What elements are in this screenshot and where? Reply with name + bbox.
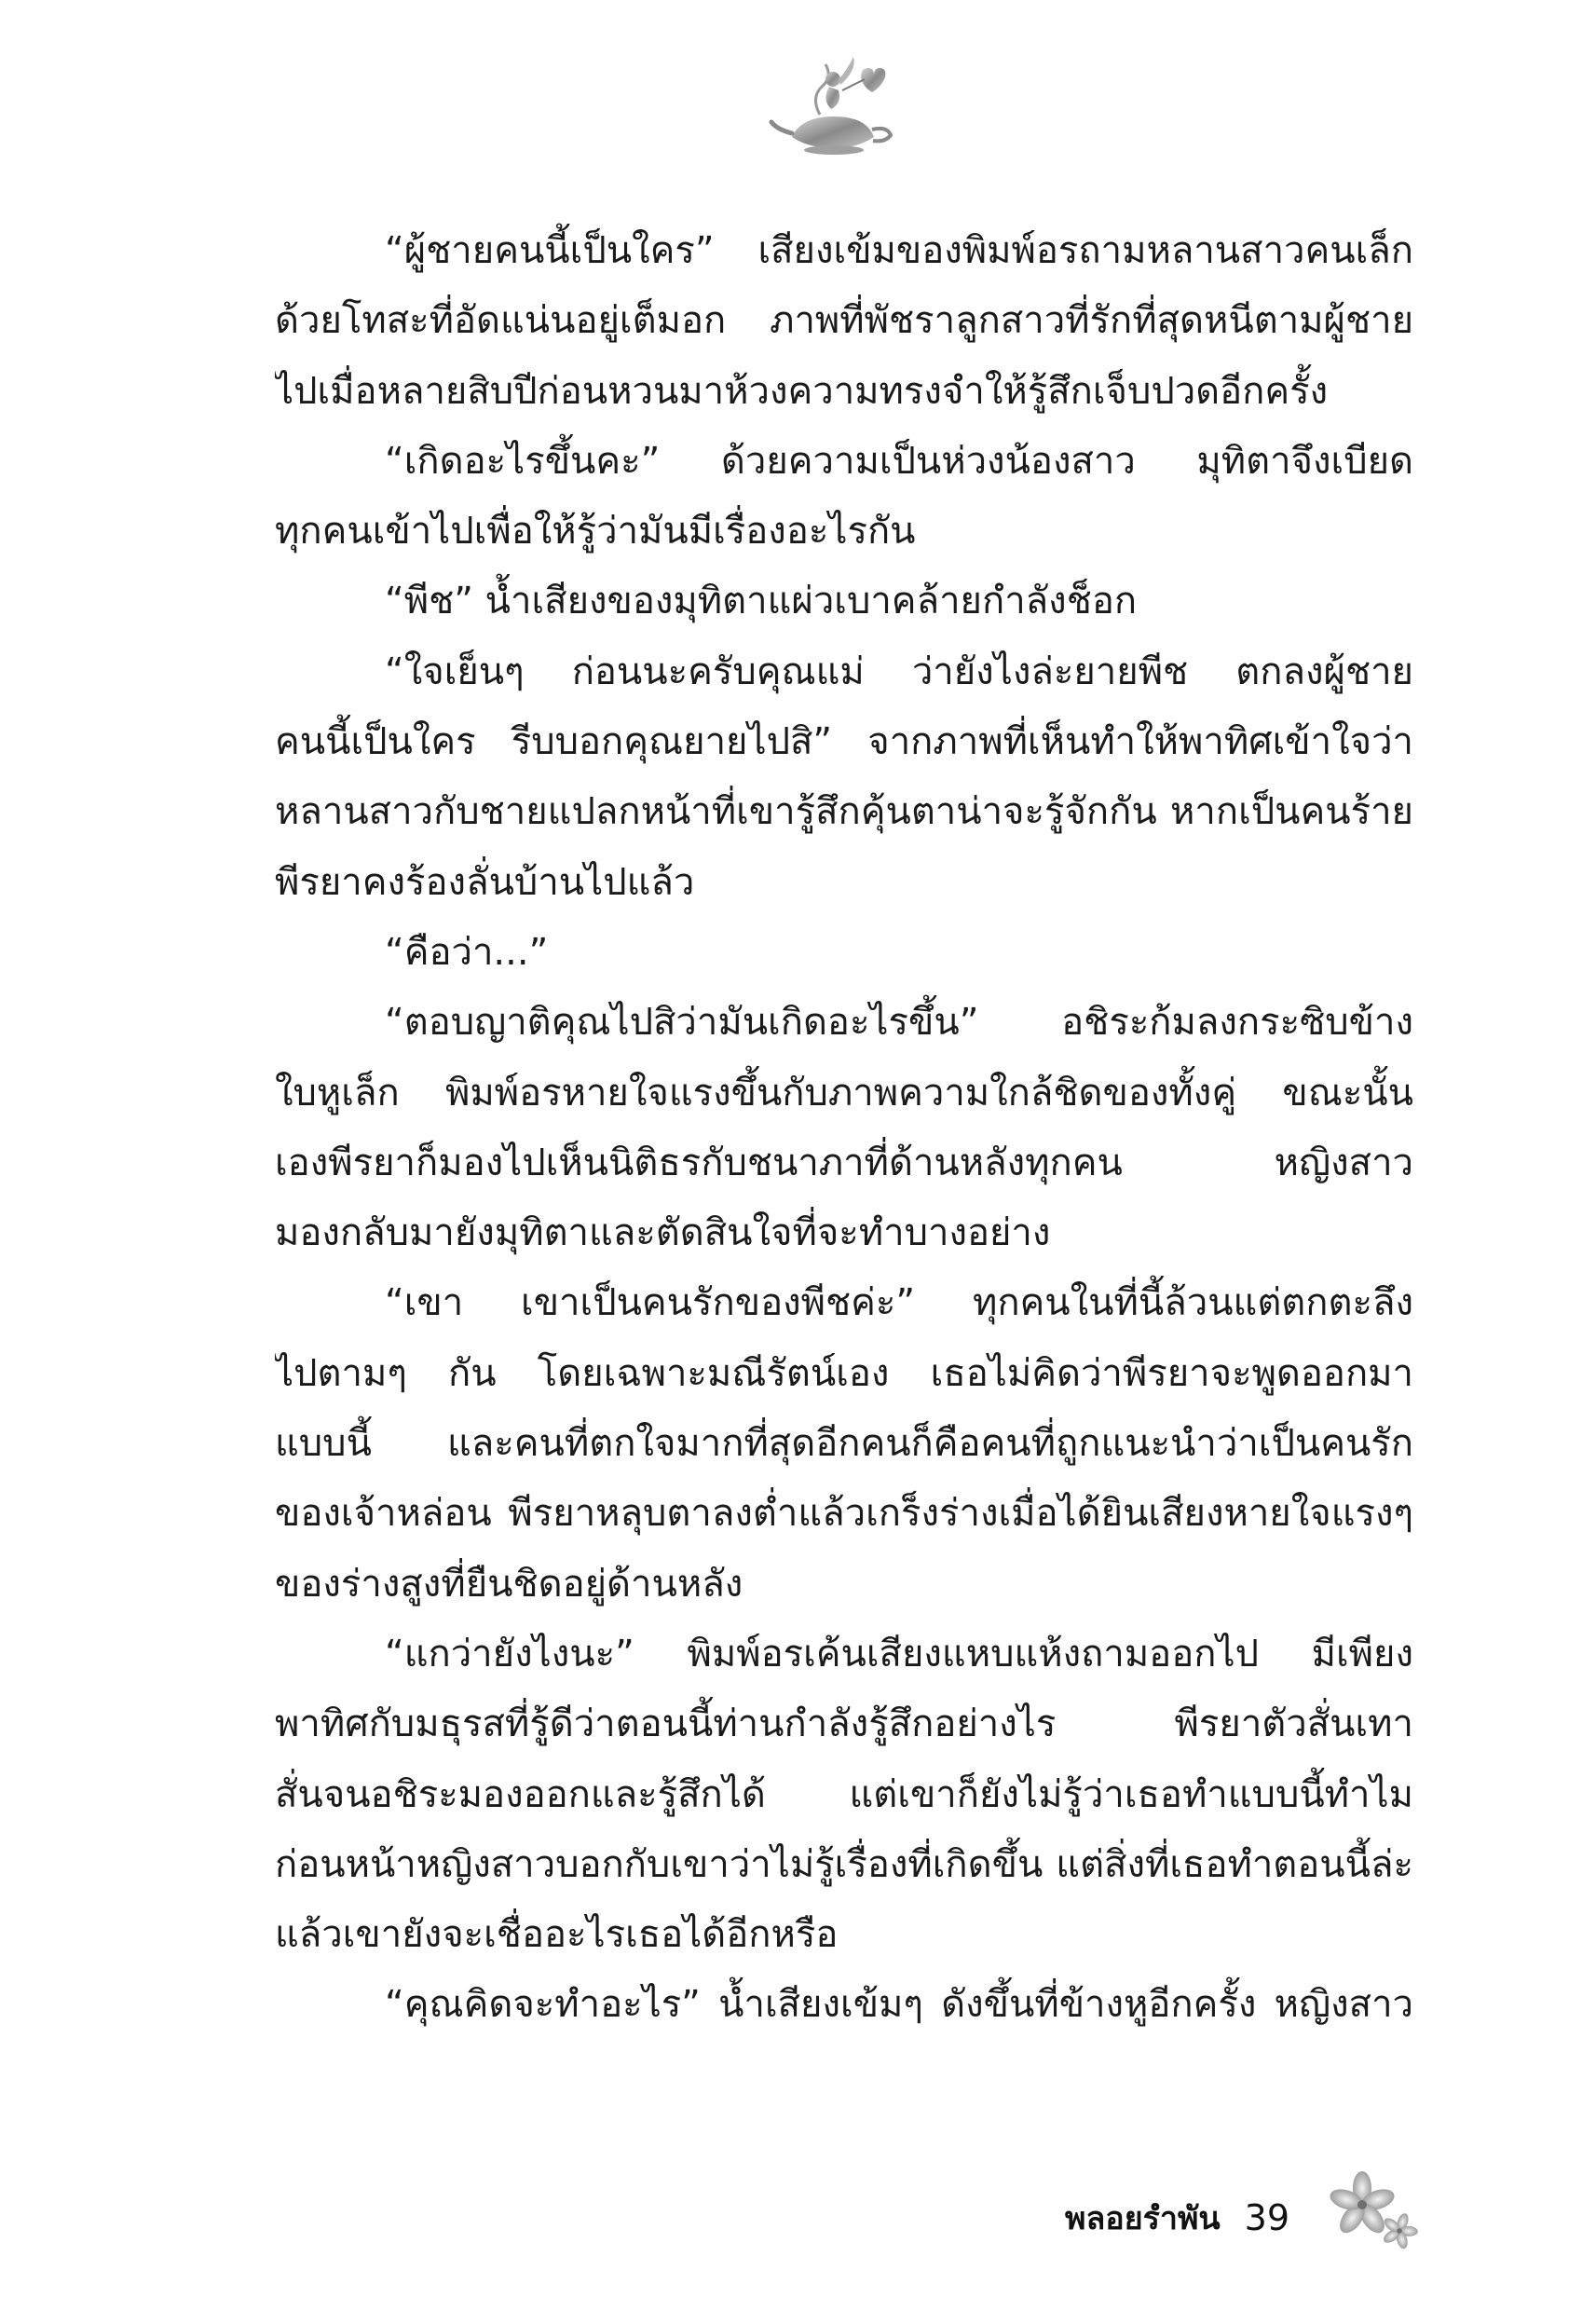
text-line: “พีช” น้ำเสียงของมุทิตาแผ่วเบาคล้ายกำลังช็อก — [385, 580, 1138, 623]
text-line: ไปตามๆ กัน โดยเฉพาะมณีรัตน์เอง เธอไม่คิดว่าพีรยาจะพูดออกมา — [275, 1351, 1413, 1395]
text-line: “เกิดอะไรขึ้นคะ” ด้วยความเป็นห่วงน้องสาว มุทิตาจึงเบียด — [385, 439, 1413, 483]
text-line: ใบหูเล็ก พิมพ์อรหายใจแรงขึ้นกับภาพความใกล้ชิดของทั้งคู่ ขณะนั้น — [275, 1071, 1413, 1114]
text-line: คนนี้เป็นใคร รีบบอกคุณยายไปสิ” จากภาพที่เห็นทำให้พาทิศเข้าใจว่า — [275, 720, 1413, 764]
text-line: แบบนี้ และคนที่ตกใจมากที่สุดอีกคนก็คือคนที่ถูกแนะนำว่าเป็นคนรัก — [275, 1422, 1413, 1466]
page-number: 39 — [1244, 2197, 1289, 2238]
cupid-teapot-ornament-icon — [764, 51, 904, 163]
text-line: สั่นจนอชิระมองออกและรู้สึกได้ แต่เขาก็ยังไม่รู้ว่าเธอทำแบบนี้ทำไม — [275, 1772, 1413, 1816]
text-line: พาทิศกับมธุรสที่รู้ดีว่าตอนนี้ท่านกำลังรู้สึกอย่างไร พีรยาตัวสั่นเทา — [275, 1702, 1413, 1746]
text-line: พีรยาคงร้องลั่นบ้านไปแล้ว — [275, 860, 695, 904]
text-line: “แกว่ายังไงนะ” พิมพ์อรเค้นเสียงแหบแห้งถามออกไป มีเพียง — [385, 1632, 1413, 1675]
text-line: แล้วเขายังจะเชื่ออะไรเธอได้อีกหรือ — [275, 1913, 839, 1957]
running-title: พลอยรำพัน — [1065, 2200, 1221, 2237]
text-line: ของเจ้าหล่อน พีรยาหลุบตาลงต่ำแล้วเกร็งร่างเมื่อได้ยินเสียงหายใจแรงๆ — [275, 1492, 1413, 1536]
text-line: ไปเมื่อหลายสิบปีก่อนหวนมาห้วงความทรงจำให้รู้สึกเจ็บปวดอีกครั้ง — [275, 369, 1329, 413]
text-line: ทุกคนเข้าไปเพื่อให้รู้ว่ามันมีเรื่องอะไรกัน — [275, 510, 916, 554]
text-line: เองพีรยาก็มองไปเห็นนิติธรกับชนาภาที่ด้านหลังทุกคน หญิงสาว — [275, 1141, 1413, 1184]
plumeria-flowers-icon — [1323, 2164, 1425, 2257]
body-text — [275, 216, 1413, 2041]
text-line: “คุณคิดจะทำอะไร” น้ำเสียงเข้มๆ ดังขึ้นที่ข้างหูอีกครั้ง หญิงสาว — [385, 1983, 1413, 2027]
text-line: ของร่างสูงที่ยืนชิดอยู่ด้านหลัง — [275, 1562, 743, 1606]
text-line: หลานสาวกับชายแปลกหน้าที่เขารู้สึกคุ้นตาน่าจะรู้จักกัน หากเป็นคนร้าย — [275, 790, 1413, 834]
text-line: “ผู้ชายคนนี้เป็นใคร” เสียงเข้มของพิมพ์อรถามหลานสาวคนเล็ก — [385, 229, 1413, 272]
text-line: “ใจเย็นๆ ก่อนนะครับคุณแม่ ว่ายังไงล่ะยายพีช ตกลงผู้ชาย — [385, 650, 1413, 693]
text-line: มองกลับมายังมุทิตาและตัดสินใจที่จะทำบางอย่าง — [275, 1211, 1051, 1255]
text-line: “เขา เขาเป็นคนรักของพีชค่ะ” ทุกคนในที่นี้ล้วนแต่ตกตะลึง — [385, 1281, 1413, 1325]
text-line: “คือว่า...” — [385, 930, 549, 974]
text-line: ด้วยโทสะที่อัดแน่นอยู่เต็มอก ภาพที่พัชราลูกสาวที่รักที่สุดหนีตามผู้ชาย — [275, 299, 1413, 343]
text-line: ก่อนหน้าหญิงสาวบอกกับเขาว่าไม่รู้เรื่องที่เกิดขึ้น แต่สิ่งที่เธอทำตอนนี้ล่ะ — [275, 1842, 1413, 1886]
text-line: “ตอบญาติคุณไปสิว่ามันเกิดอะไรขึ้น” อชิระก้มลงกระซิบข้าง — [385, 1001, 1413, 1045]
